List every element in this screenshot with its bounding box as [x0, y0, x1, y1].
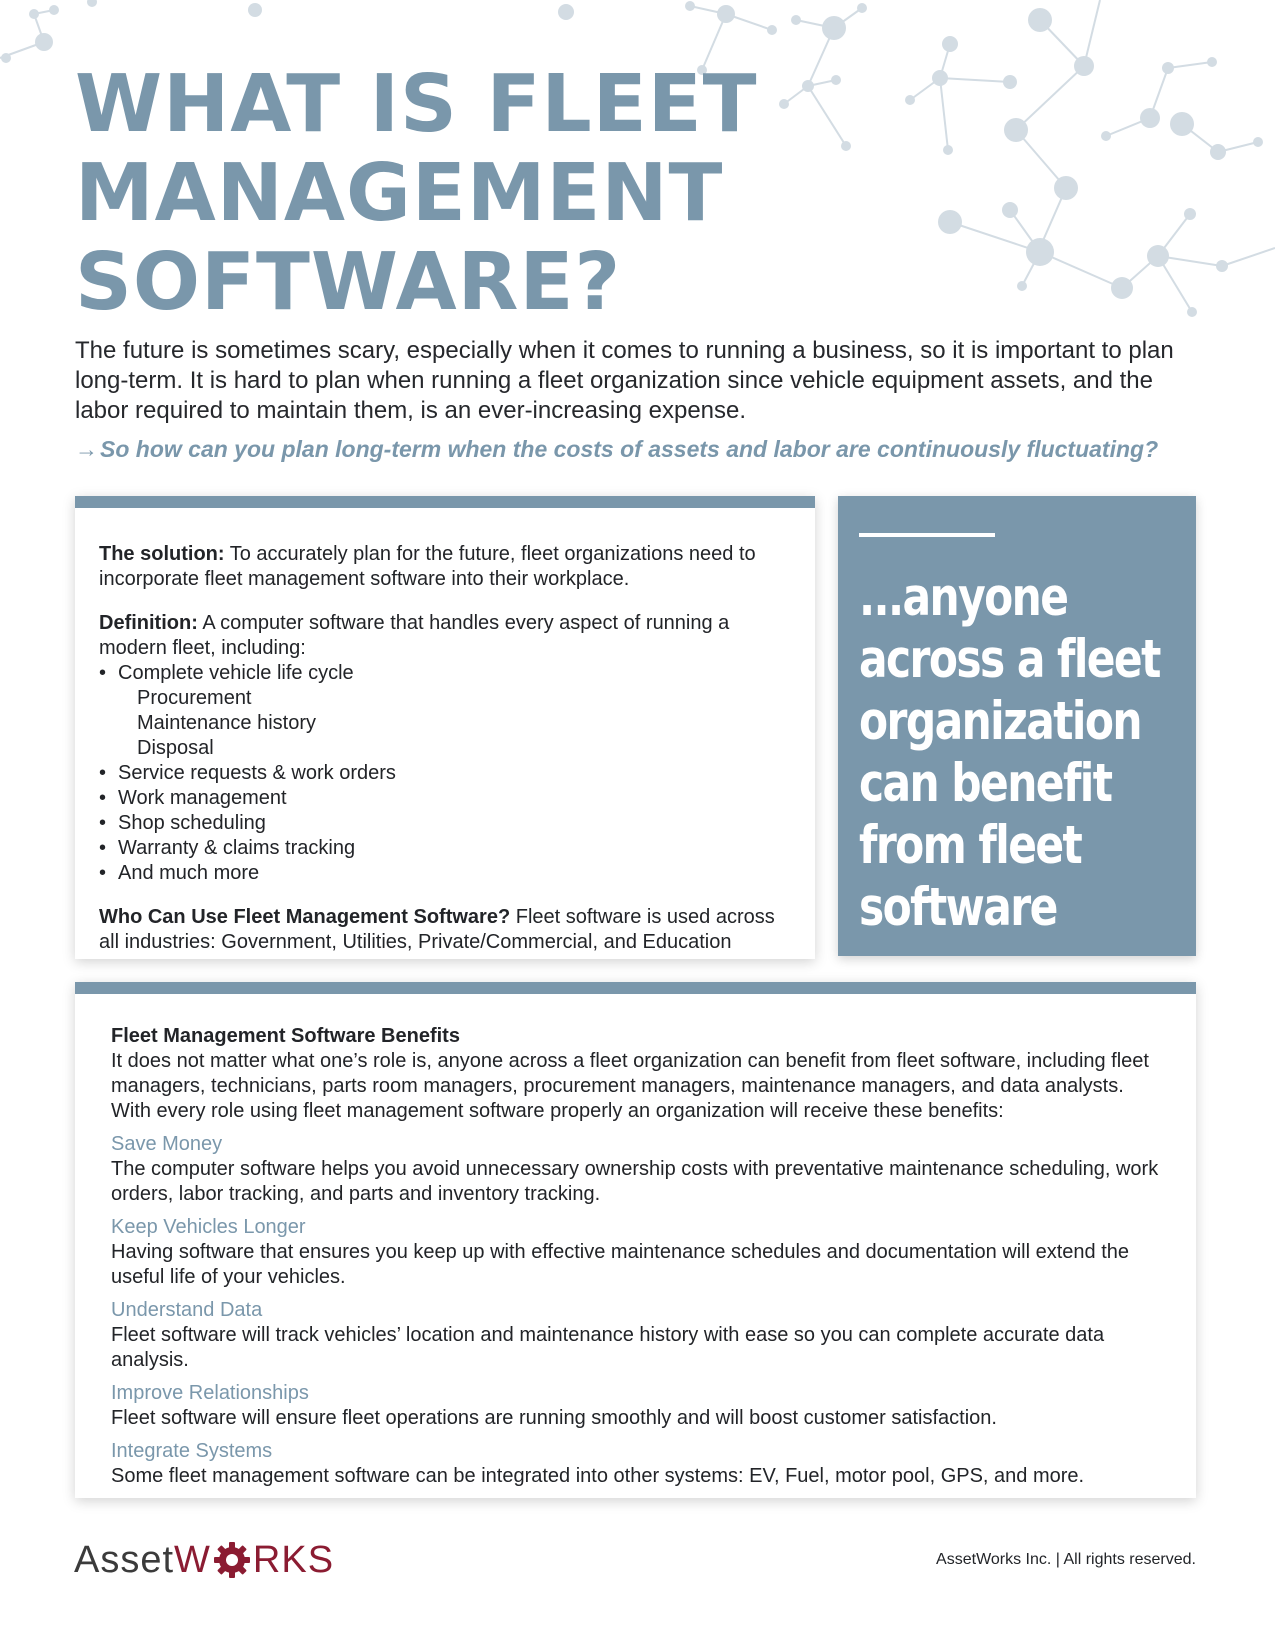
benefit-item	[111, 1439, 1160, 1489]
solution-label: The solution:	[99, 543, 225, 565]
benefit-heading: Integrate Systems	[111, 1440, 273, 1462]
bullet: •	[99, 662, 107, 684]
list-item-text: Work management	[118, 787, 287, 809]
benefit-heading: Improve Relationships	[111, 1382, 309, 1404]
title-line: WHAT IS FLEET	[75, 58, 758, 150]
list-item	[99, 786, 791, 811]
list-item-text: Warranty & claims tracking	[118, 837, 356, 859]
list-item	[99, 761, 791, 786]
benefits-card	[75, 982, 1196, 1498]
benefits-heading: Fleet Management Software Benefits	[111, 1025, 460, 1047]
solution-paragraph	[99, 542, 791, 592]
bullet: •	[99, 762, 107, 784]
bullet: •	[99, 812, 107, 834]
solution-text: To accurately plan for the future, fleet organizations need to incorporate fleet management software into their workplace.	[99, 543, 756, 590]
benefit-text: Fleet software will track vehicles’ location and maintenance history with ease so you can complete accurate data analysis.	[111, 1324, 1105, 1371]
page-title	[75, 60, 758, 327]
benefit-heading: Save Money	[111, 1133, 223, 1155]
who-can-use-label: Who Can Use Fleet Management Software?	[99, 906, 511, 928]
list-item	[99, 811, 791, 836]
assetworks-logo	[74, 1538, 334, 1582]
list-item-text: Complete vehicle life cycle	[118, 662, 354, 684]
copyright-text: AssetWorks Inc. | All rights reserved.	[936, 1551, 1196, 1568]
solution-card	[75, 496, 815, 959]
who-can-use-text: Fleet software is used across all industries: Government, Utilities, Private/Commercial, and Education	[99, 906, 775, 953]
benefit-text: Having software that ensures you keep up with effective maintenance schedules and documentation will extend the useful life of your vehicles.	[111, 1241, 1130, 1288]
list-item	[99, 836, 791, 861]
bullet: •	[99, 837, 107, 859]
quote-divider	[859, 533, 995, 537]
pull-quote-box	[838, 496, 1196, 956]
benefit-heading: Understand Data	[111, 1299, 263, 1321]
logo-w-text: W	[174, 1539, 211, 1581]
logo-works-text	[174, 1538, 334, 1582]
benefit-item	[111, 1298, 1160, 1373]
sub-list-item: Disposal	[137, 737, 214, 759]
sub-list-item: Procurement	[137, 687, 252, 709]
benefit-text: Fleet software will ensure fleet operations are running smoothly and will boost customer satisfaction.	[111, 1407, 997, 1429]
pull-quote: ...anyone across a fleet organization can benefit from fleet software	[859, 567, 1160, 938]
benefit-heading: Keep Vehicles Longer	[111, 1216, 306, 1238]
definition-paragraph	[99, 611, 791, 661]
list-item	[99, 661, 791, 761]
gear-icon	[212, 1540, 252, 1580]
benefit-item	[111, 1132, 1160, 1207]
benefit-text: The computer software helps you avoid unnecessary ownership costs with preventative maintenance scheduling, work orders, labor tracking, and parts and inventory tracking.	[111, 1158, 1159, 1205]
who-can-use-paragraph	[99, 905, 791, 955]
sub-list	[99, 686, 791, 761]
list-item-text: And much more	[118, 862, 260, 884]
key-question-text: So how can you plan long-term when the costs of assets and labor are continuously fluctuating?	[100, 436, 1159, 462]
title-line: SOFTWARE?	[75, 236, 622, 328]
intro-paragraph: The future is sometimes scary, especially when it comes to running a business, so it is important to plan long-term. It is hard to plan when running a fleet organization since vehicle equipment assets, and the labor required to maintain them, is an ever-increasing expense.	[75, 337, 1174, 424]
logo-rks-text: RKS	[252, 1539, 335, 1581]
list-item-text: Service requests & work orders	[118, 762, 396, 784]
title-line: MANAGEMENT	[75, 147, 724, 239]
definition-label: Definition:	[99, 612, 198, 634]
key-question	[75, 436, 1225, 463]
arrow-right-icon: →	[75, 436, 98, 462]
logo-asset-text: Asset	[74, 1539, 175, 1581]
feature-list	[99, 661, 791, 886]
list-item-text: Shop scheduling	[118, 812, 266, 834]
sub-list-item: Maintenance history	[137, 712, 316, 734]
definition-text: A computer software that handles every aspect of running a modern fleet, including:	[99, 612, 730, 659]
benefit-item	[111, 1215, 1160, 1290]
benefit-item	[111, 1381, 1160, 1431]
bullet: •	[99, 787, 107, 809]
benefits-intro: It does not matter what one’s role is, anyone across a fleet organization can benefit from fleet software, including fleet managers, technicians, parts room managers, procurement managers, maintenance managers, and data analysts. With every role using fleet management software properly an organization will receive these benefits:	[111, 1050, 1149, 1122]
bullet: •	[99, 862, 107, 884]
benefit-text: Some fleet management software can be integrated into other systems: EV, Fuel, motor pool, GPS, and more.	[111, 1465, 1085, 1487]
list-item	[99, 861, 791, 886]
